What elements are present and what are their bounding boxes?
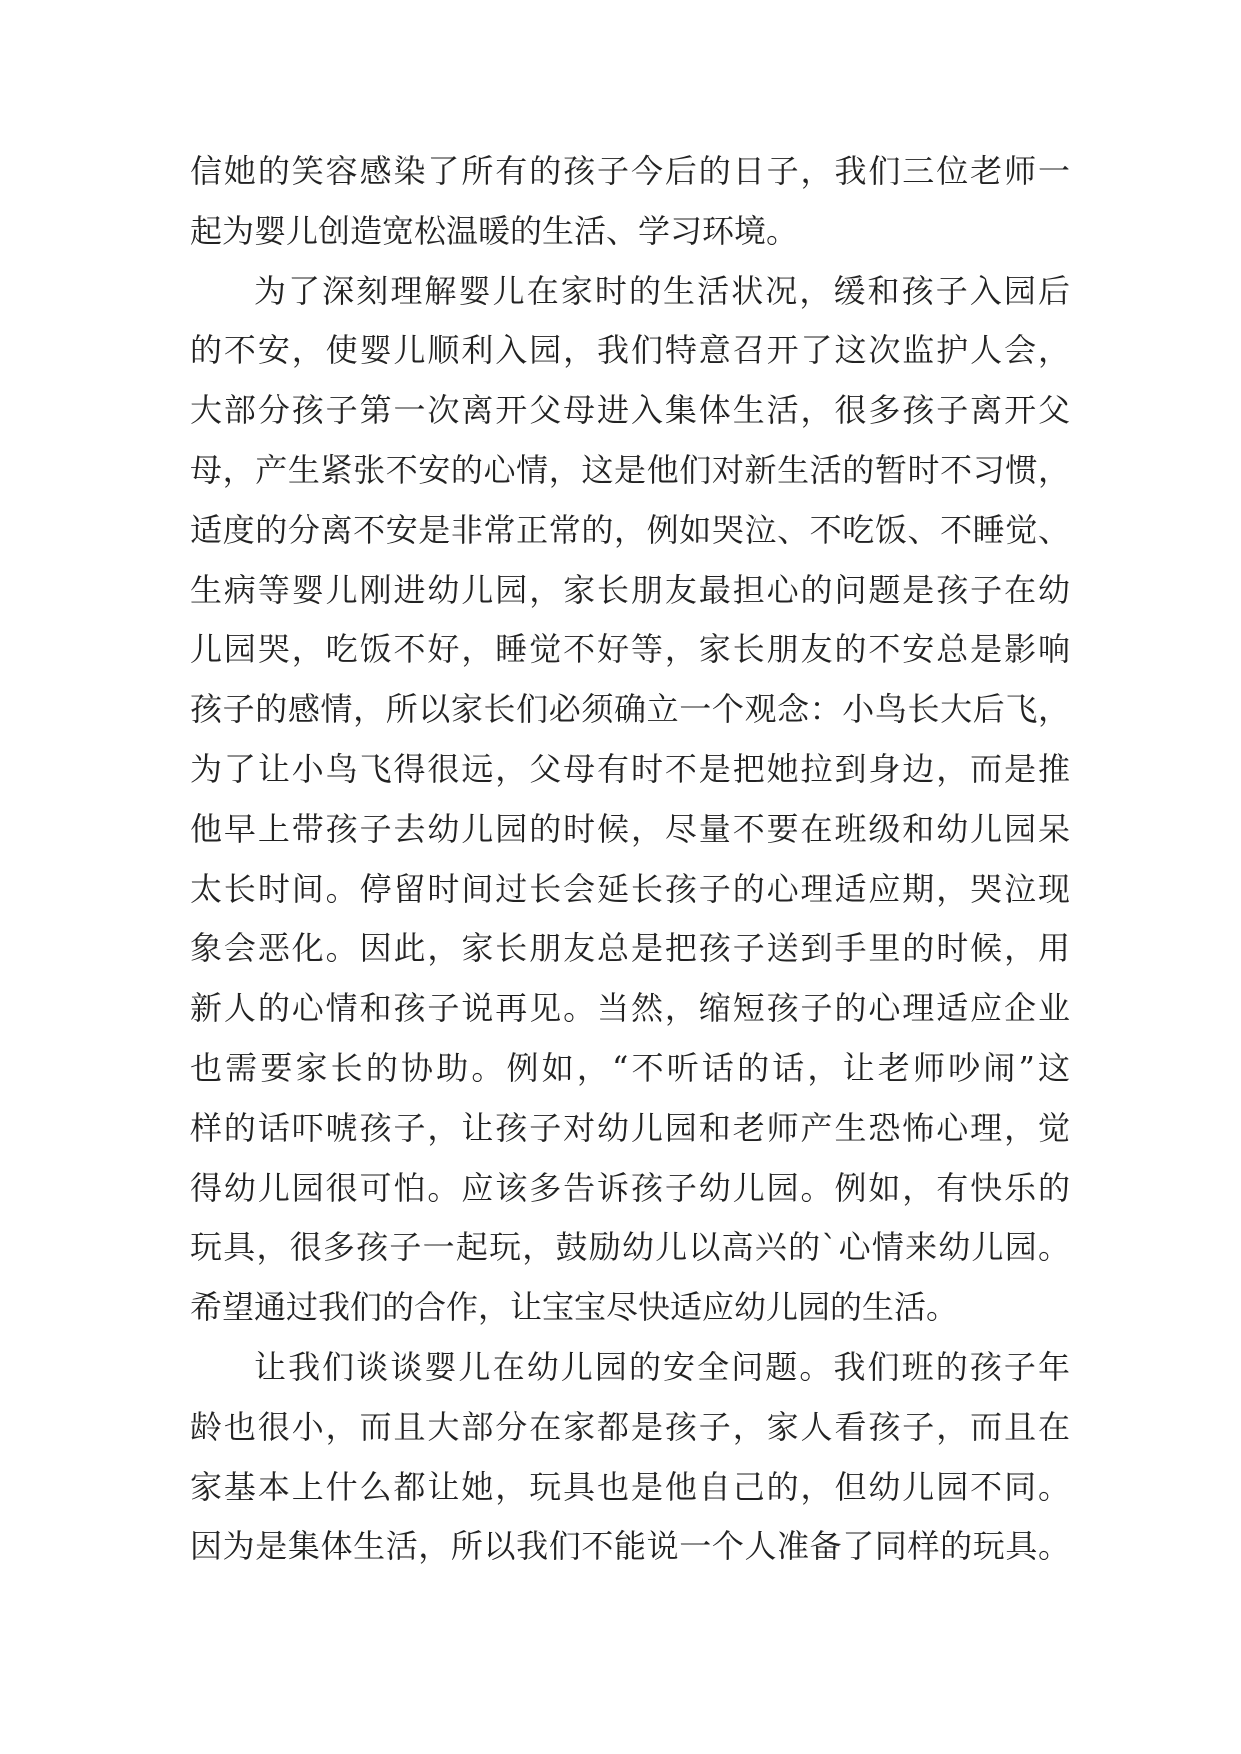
text-line: 大部分孩子第一次离开父母进入集体生活，很多孩子离开父 (190, 391, 1070, 430)
text-line: 母，产生紧张不安的心情，这是他们对新生活的暂时不习惯， (190, 450, 1070, 489)
text-line: 因为是集体生活，所以我们不能说一个人准备了同样的玩具。 (190, 1527, 1070, 1566)
text-line: 的不安，使婴儿顺利入园，我们特意召开了这次监护人会， (190, 331, 1070, 370)
text-line: 生病等婴儿刚进幼儿园，家长朋友最担心的问题是孩子在幼 (190, 570, 1070, 609)
paragraph-first-line: 为了深刻理解婴儿在家时的生活状况，缓和孩子入园后 (254, 271, 1070, 310)
text-line: 孩子的感情，所以家长们必须确立一个观念：小鸟长大后飞， (190, 690, 1070, 729)
text-line: 太长时间。停留时间过长会延长孩子的心理适应期，哭泣现 (190, 869, 1070, 908)
text-line: 儿园哭，吃饭不好，睡觉不好等，家长朋友的不安总是影响 (190, 630, 1070, 669)
body-text (190, 142, 1070, 1577)
text-line: 他早上带孩子去幼儿园的时候，尽量不要在班级和幼儿园呆 (190, 809, 1070, 848)
text-line: 象会恶化。因此，家长朋友总是把孩子送到手里的时候，用 (190, 929, 1070, 968)
text-line: 信她的笑容感染了所有的孩子今后的日子，我们三位老师一 (190, 152, 1070, 190)
text-line: 希望通过我们的合作，让宝宝尽快适应幼儿园的生活。 (190, 1288, 959, 1327)
text-line: 家基本上什么都让她，玩具也是他自己的，但幼儿园不同。 (190, 1467, 1070, 1506)
text-line: 样的话吓唬孩子，让孩子对幼儿园和老师产生恐怖心理，觉 (190, 1108, 1070, 1147)
text-line: 适度的分离不安是非常正常的，例如哭泣、不吃饭、不睡觉、 (190, 510, 1070, 549)
text-line: 为了让小鸟飞得很远，父母有时不是把她拉到身边，而是推 (190, 749, 1070, 788)
text-line: 也需要家长的协助。例如，“不听话的话，让老师吵闹”这 (190, 1048, 1070, 1087)
text-line: 龄也很小，而且大部分在家都是孩子，家人看孩子，而且在 (190, 1407, 1070, 1446)
text-line: 得幼儿园很可怕。应该多告诉孩子幼儿园。例如，有快乐的 (190, 1168, 1070, 1207)
text-line: 玩具，很多孩子一起玩，鼓励幼儿以高兴的`心情来幼儿园。 (190, 1228, 1070, 1267)
text-line: 起为婴儿创造宽松温暖的生活、学习环境。 (190, 211, 799, 250)
paragraph-first-line: 让我们谈谈婴儿在幼儿园的安全问题。我们班的孩子年 (254, 1347, 1070, 1386)
text-line: 新人的心情和孩子说再见。当然，缩短孩子的心理适应企业 (190, 989, 1070, 1028)
